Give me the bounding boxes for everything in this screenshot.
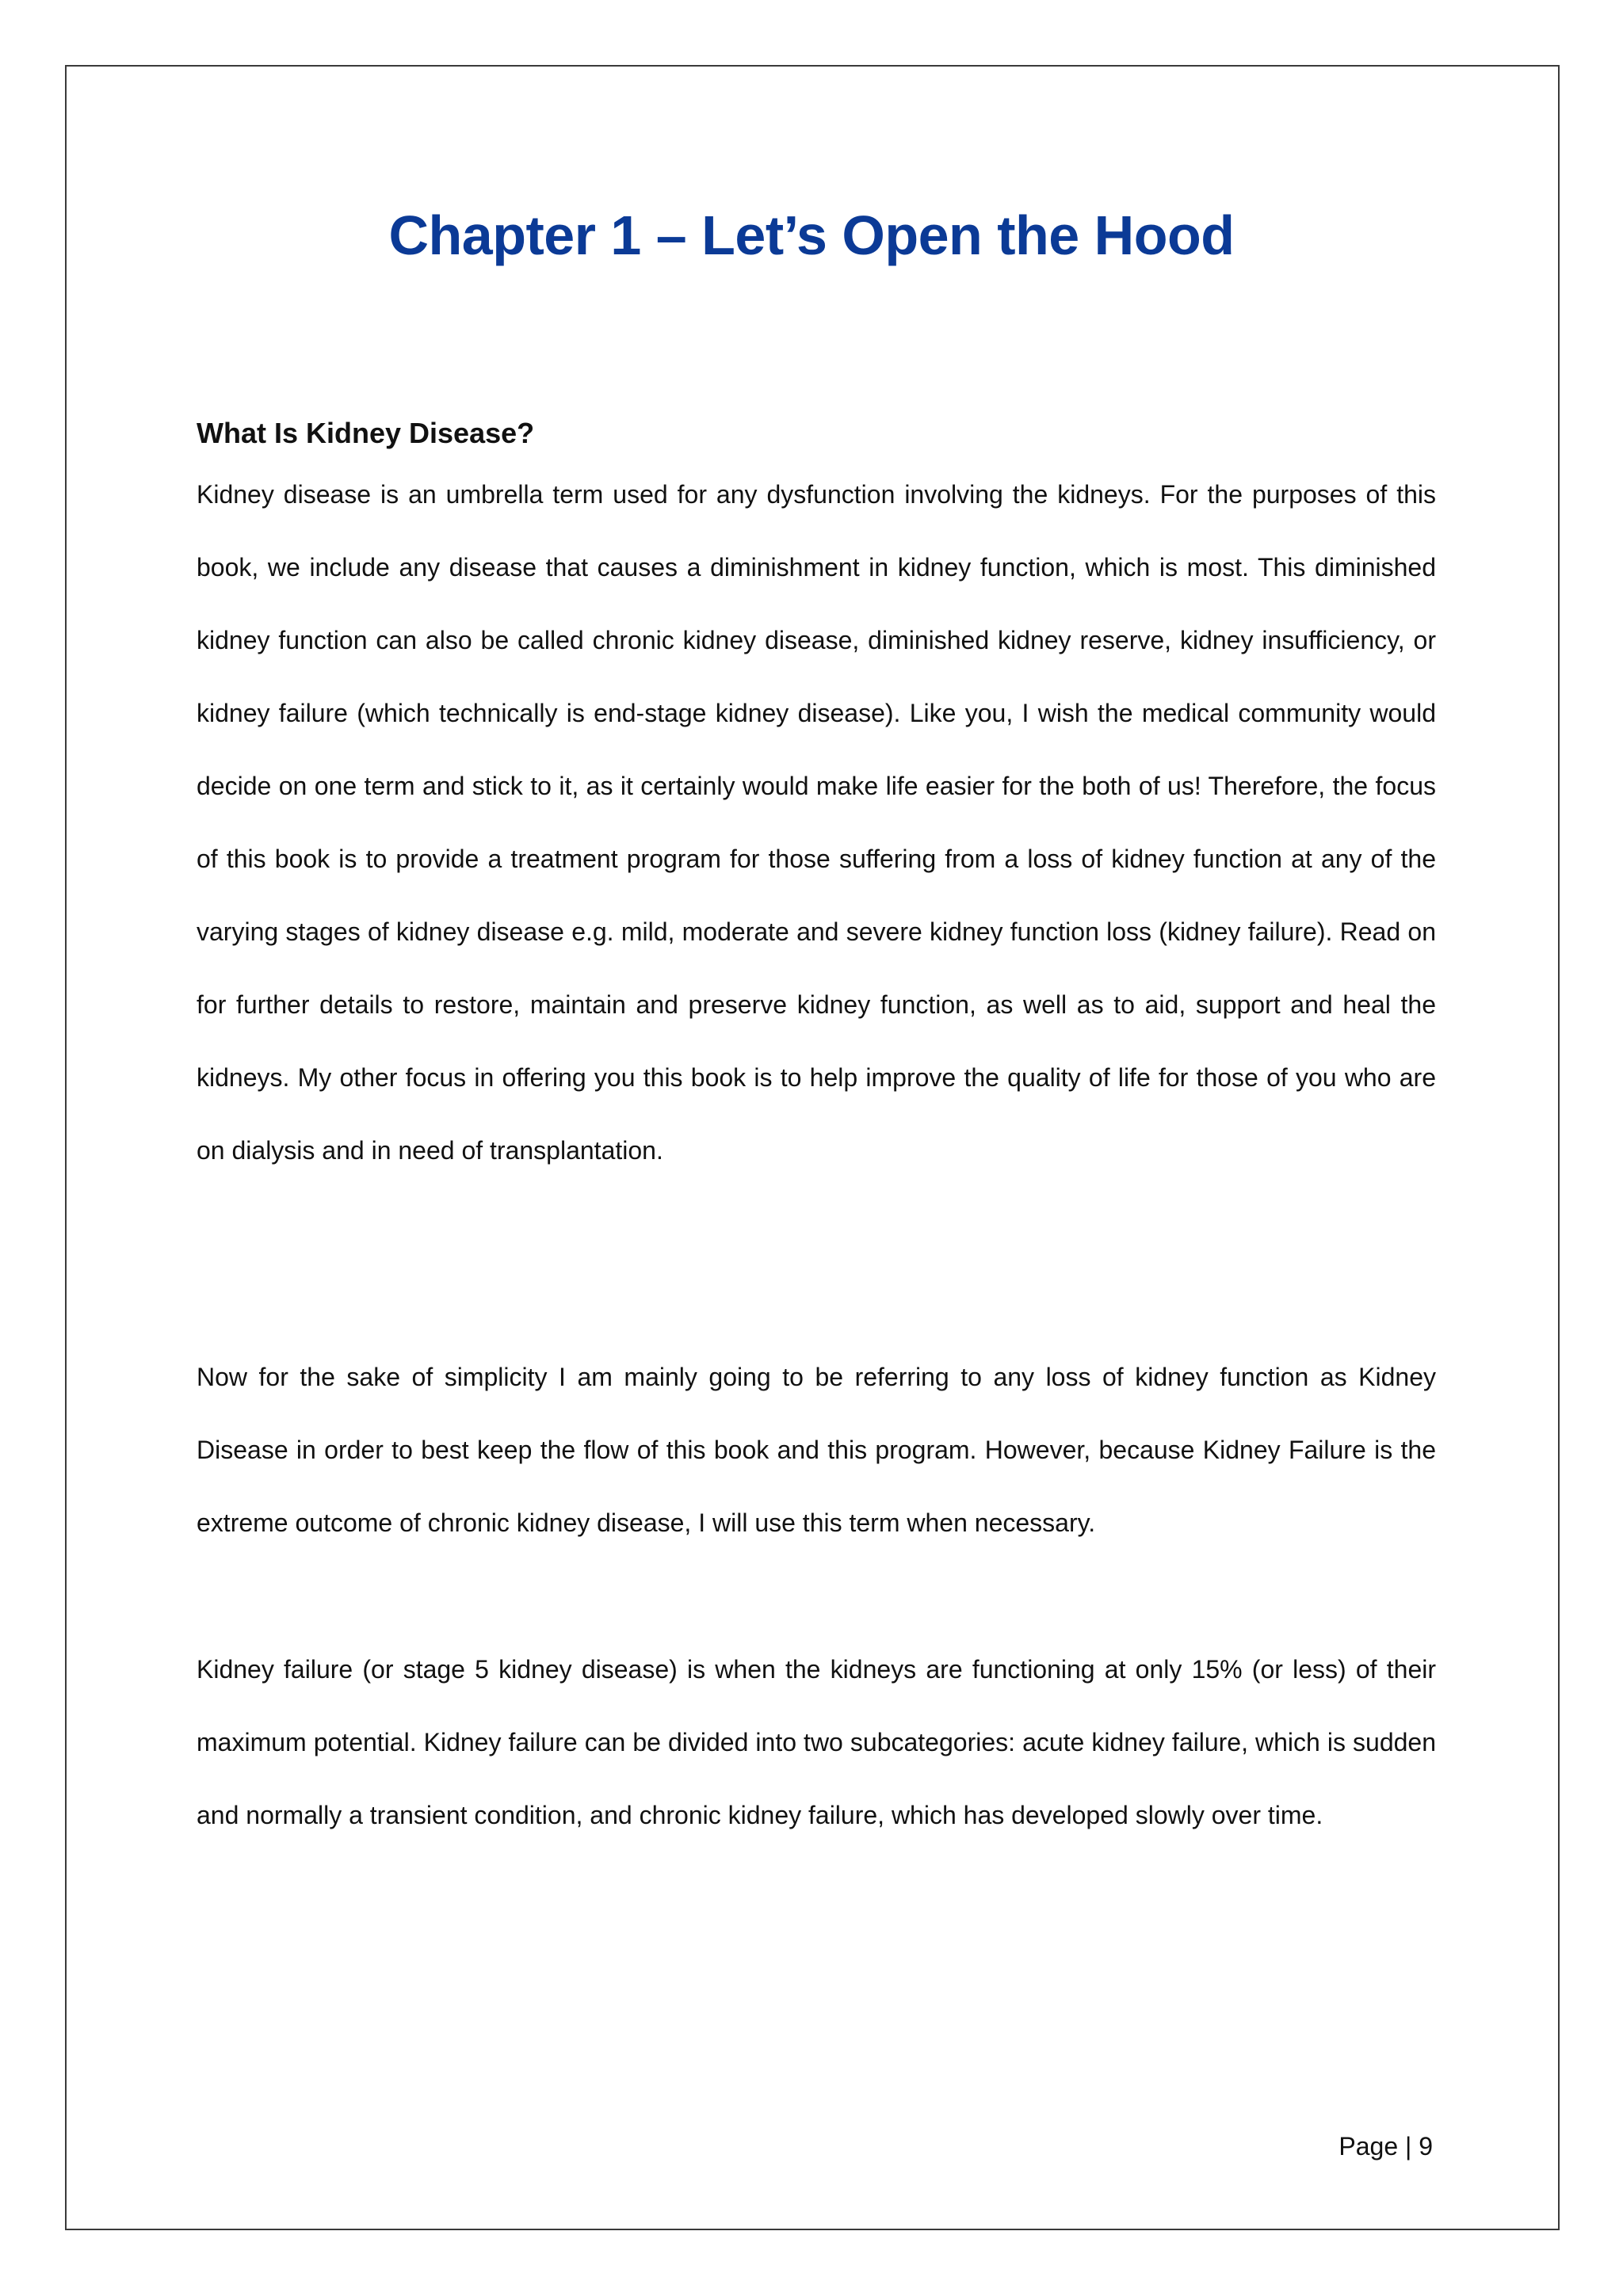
chapter-title: Chapter 1 – Let’s Open the Hood bbox=[388, 204, 1235, 266]
section-heading: What Is Kidney Disease? bbox=[197, 417, 535, 449]
body-paragraph-1: Kidney disease is an umbrella term used for any dysfunction involving the kidneys. For the purposes of this book, we include any disease that causes a diminishment in kidney function, which is most. This diminished kidney function can also be called chronic kidney disease, diminished kidney reserve, kidney insufficiency, or kidney failure (which technically is end-stage kidney disease). Like you, I wish the medical community would decide on one term and stick to it, as it certainly would make life easier for the both of us! Therefore, the focus of this book is to provide a treatment program for those suffering from a loss of kidney function at any of the varying stages of kidney disease e.g. mild, moderate and severe kidney function loss (kidney failure). Read on for further details to restore, maintain and preserve kidney function, as well as to aid, support and heal the kidneys. My other focus in offering you this book is to help improve the quality of life for those of you who are on dialysis and in need of transplantation. bbox=[197, 480, 1436, 1165]
body-paragraph-3: Kidney failure (or stage 5 kidney disease) is when the kidneys are functioning at only 15% (or less) of their maximum potential. Kidney failure can be divided into two subcategories: acute kidney failure, which is sudden and normally a transient condition, and chronic kidney failure, which has developed slowly over time. bbox=[197, 1655, 1436, 1829]
page-number: Page | 9 bbox=[1338, 2132, 1433, 2161]
body-paragraph-2: Now for the sake of simplicity I am mainly going to be referring to any loss of kidney function as Kidney Disease in order to best keep the flow of this book and this program. However, because Kidney Failure is the extreme outcome of chronic kidney disease, I will use this term when necessary. bbox=[197, 1363, 1436, 1537]
